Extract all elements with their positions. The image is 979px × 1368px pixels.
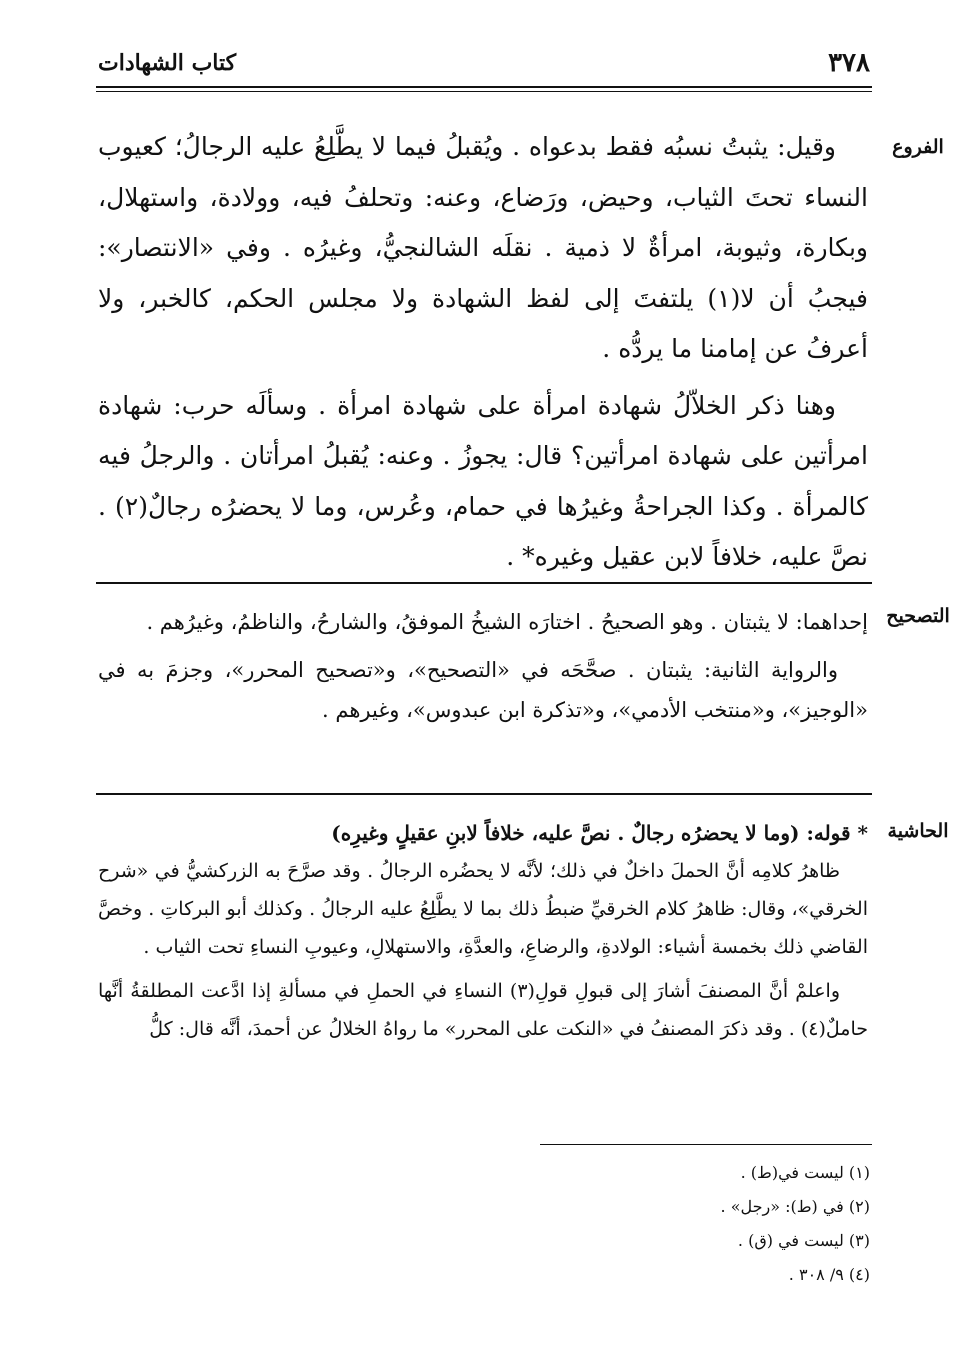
section-label-hashiya: الحاشية [887, 820, 949, 842]
hashiya-paragraph-2: واعلمْ أنَّ المصنفَ أشارَ إلى قبولِ قولِ(٣) النساءِ في الحملِ في مسألةِ إذا ادَّعت المطلقةُ أنَّها حاملٌ(٤) . وقد ذكرَ المصنفُ في «النكت على المحرر» ما رواهُ الخلالُ عن أحمدَ، أنَّه قال: كلُّ [98, 980, 868, 1040]
tashih-paragraph-1: إحداهما: لا يثبتان . وهو الصحيحُ . اختارَه الشيخُ الموفقُ، والشارحُ، والناظمُ، وغيرُهم . [146, 610, 868, 634]
section-divider-2 [96, 793, 872, 795]
running-title: كتاب الشهادات [98, 50, 237, 76]
page-header [98, 44, 870, 86]
tashih-text [98, 602, 868, 730]
tashih-paragraph-2: والرواية الثانية: يثبتان . صحَّحَه في «التصحيح»، و«تصحيح المحرر»، وجزمَ به في «الوجيز»، و«منتخب الأدمي»، و«تذكرة ابن عبدوس»، وغيرهم . [98, 658, 868, 722]
footnote-4: (٤) ٩/ ٣٠٨ . [788, 1265, 870, 1284]
footnote-1: (١) ليست في(ط) . [740, 1163, 870, 1182]
hashiya-text [98, 814, 868, 1048]
section-label-furu: الفروع [892, 136, 944, 158]
main-text [98, 122, 868, 583]
section-divider-1 [96, 582, 872, 584]
footnote-divider [540, 1144, 872, 1145]
header-divider [96, 86, 872, 88]
section-label-tashih: التصحيح [886, 605, 950, 627]
footnote-2: (٢) في (ط): «رجل» . [720, 1197, 870, 1216]
header-divider-thin [96, 91, 872, 92]
hashiya-paragraph-1: ظاهرُ كلامِه أنَّ الحملَ داخلٌ في ذلك؛ لأنَّه لا يحضُره الرجالُ . وقد صرَّحَ به الزركشيُّ في «شرح الخرقي»، وقال: ظاهرُ كلام الخرقيِّ ضبطُ ذلك بما لا يطَّلِعُ عليه الرجالُ . وكذلك أبو البركاتِ . وخصَّ القاضي ذلك بخمسة أشياء: الولادةِ، والرضاعِ، والعدَّةِ، والاستهلالِ، وعيوبِ النساءِ تحت الثياب . [98, 860, 868, 958]
hashiya-heading: * قوله: (وما لا يحضرُه رجالٌ . نصَّ عليه، خلافاً لابنِ عقيلٍ وغيرِه) [331, 821, 868, 845]
main-paragraph-1: وقيل: يثبتُ نسبُه فقط بدعواه . ويُقبلُ فيما لا يطَّلِعُ عليه الرجالُ؛ كعيوب النساء تحتَ الثياب، وحيض، ورَضاع، وعنه: وتحلفُ فيه، وولادة، واستهلال، وبكارة، وثيوبة، امرأةٌ لا ذمية . نقلَه الشالنجيُّ، وغيرُه . وفي «الانتصار»: فيجبُ أن لا(١) يلتفتَ إلى لفظ الشهادة ولا مجلس الحكم، كالخبر، ولا أعرفُ عن إمامنا ما يردُّه . [98, 132, 868, 363]
footnotes [560, 1156, 870, 1292]
page-number: ٣٧٨ [828, 48, 870, 78]
footnote-3: (٣) ليست في (ق) . [737, 1231, 870, 1250]
main-paragraph-2: وهنا ذكر الخلاّلُ شهادة امرأة على شهادة امرأة . وسألَه حرب: شهادة امرأتين على شهادة امرأتين؟ قال: يجوزُ . وعنه: يُقبلُ امرأتان . والرجلُ فيه كالمرأة . وكذا الجراحةُ وغيرُها في حمام، وعُرس، وما لا يحضرُه رجالٌ(٢) . نصَّ عليه، خلافاً لابن عقيل وغيره* . [98, 390, 868, 571]
